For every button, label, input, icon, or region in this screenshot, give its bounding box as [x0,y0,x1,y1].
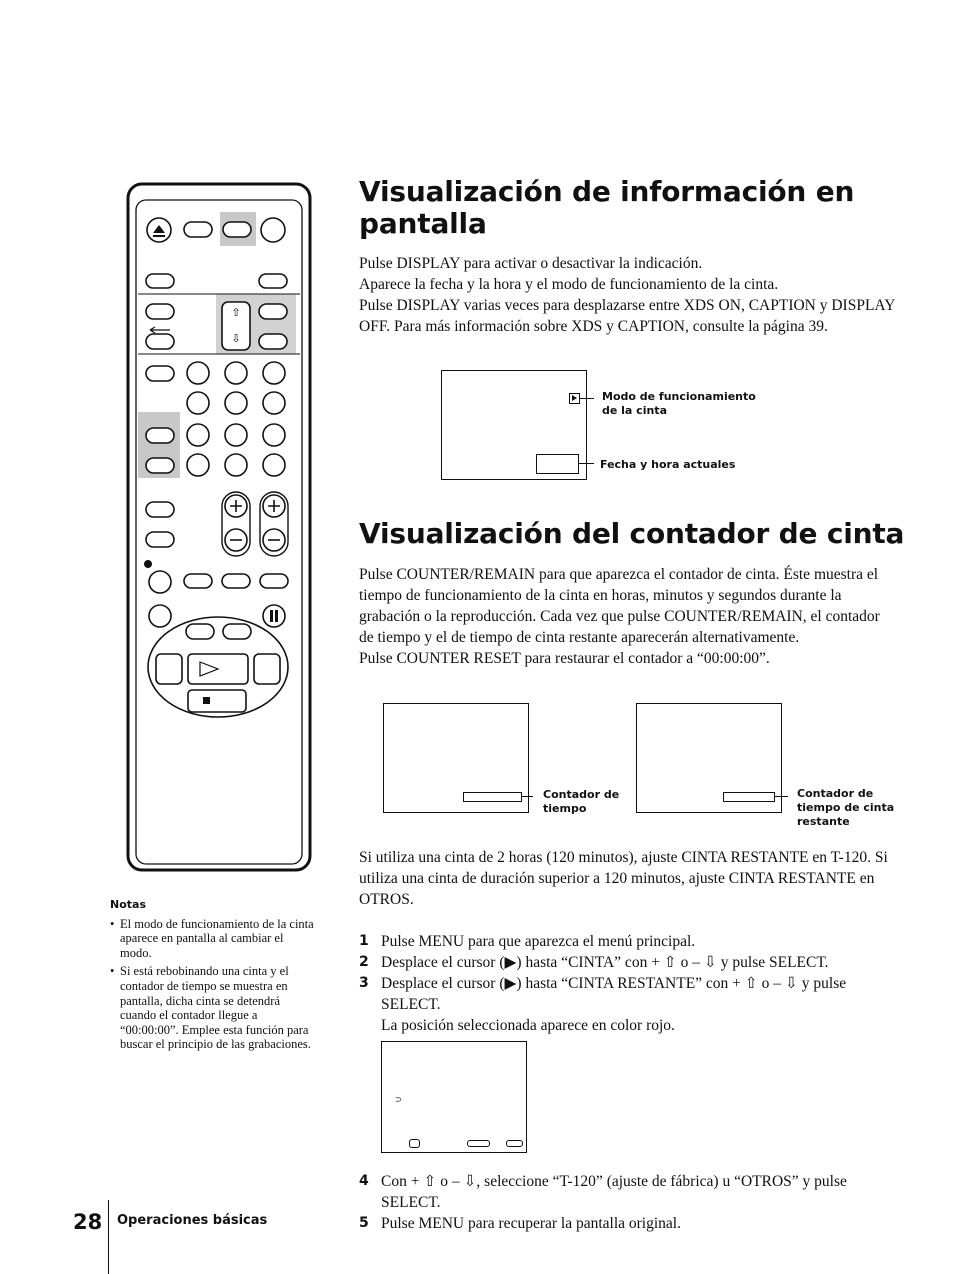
step-text: Pulse MENU para recuperar la pantalla original. [381,1215,681,1232]
step-text: Con + ⇧ o – ⇩, seleccione “T-120” (ajuste de fábrica) u “OTROS” y pulse SELECT. [381,1173,847,1211]
footer-divider [108,1200,109,1274]
page-number: 28 [73,1210,103,1234]
display-section-title: Visualización de información en pantalla [359,175,855,240]
datetime-box [536,454,579,474]
counter-section-title: Visualización del contador de cinta [359,517,905,550]
notes-title: Notas [110,898,146,911]
callout-time-counter: Contador de tiempo [543,788,620,815]
menu-button-box [506,1140,523,1147]
display-paragraph-1: Pulse DISPLAY para activar o desactivar la indicación. [359,255,703,272]
step-subtext: La posición seleccionada aparece en color rojo. [381,1017,675,1034]
step-item [359,952,899,973]
remaining-counter-box [723,792,775,802]
step-item [359,1171,899,1213]
step-item [359,1213,899,1234]
callout-tape-mode: Modo de funcionamiento de la cinta [602,390,756,417]
remote-control-illustration [126,182,312,872]
callout-remaining-counter: Contador de tiempo de cinta restante [797,787,895,828]
footer-section-name: Operaciones básicas [117,1213,268,1228]
menu-icon-left [409,1139,420,1148]
step-text: Desplace el cursor (▶) hasta “CINTA” con + ⇧ o – ⇩ y pulse SELECT. [381,954,829,971]
svg-text:⇧: ⇧ [231,306,241,319]
display-paragraph-3: Pulse DISPLAY varias veces para desplazarse entre XDS ON, CAPTION y DISPLAY OFF. Para más información sobre XDS y CAPTION, consulte la página 39. [359,297,895,335]
notes-block [110,898,315,1056]
counter-section-body [359,564,894,669]
tape-mode-indicator [569,393,580,404]
menu-button-box [467,1140,490,1147]
step-item [359,973,899,1036]
step-number: 5 [359,1215,369,1231]
step-number: 3 [359,975,369,991]
svg-text:⇩: ⇩ [231,332,241,345]
counter-paragraph-1: Pulse COUNTER/REMAIN para que aparezca el contador de cinta. Éste muestra el tiempo de funcionamiento de la cinta en horas, minutos y segundos durante la grabación o la reproducción. Cada vez que pulse COUNTER/REMAIN, el contador de tiempo y el de tiempo de cinta restante aparecerán alternativamente. [359,566,880,646]
step-text: Pulse MENU para que aparezca el menú principal. [381,933,696,950]
display-section-body [359,253,899,337]
note-item: • Si está rebobinando una cinta y el contador de tiempo se muestra en pantalla, dicha cinta se detendrá cuando el contador llegue a “00:00:00”. Emplee esta función para buscar el principio de las grabaciones. [110,964,315,1052]
step-number: 4 [359,1173,369,1189]
note-item: • El modo de funcionamiento de la cinta aparece en pantalla al cambiar el modo. [110,917,315,961]
callout-datetime: Fecha y hora actuales [600,458,736,471]
steps-list-2 [359,1171,899,1234]
counter-paragraph-2: Pulse COUNTER RESET para restaurar el contador a “00:00:00”. [359,650,770,667]
menu-screen-diagram [381,1041,527,1153]
counter-paragraph-3: Si utiliza una cinta de 2 horas (120 minutos), ajuste CINTA RESTANTE en T-120. Si utiliza una cinta de duración superior a 120 minutos, ajuste CINTA RESTANTE en OTROS. [359,849,888,908]
step-number: 2 [359,954,369,970]
step-item [359,931,899,952]
menu-cursor-icon: ⊃ [395,1095,402,1104]
time-counter-box [463,792,522,802]
step-text: Desplace el cursor (▶) hasta “CINTA RESTANTE” con + ⇧ o – ⇩ y pulse SELECT. [381,975,847,1013]
step-number: 1 [359,933,369,949]
display-paragraph-2: Aparece la fecha y la hora y el modo de funcionamiento de la cinta. [359,276,779,293]
steps-list-1 [359,931,899,1036]
